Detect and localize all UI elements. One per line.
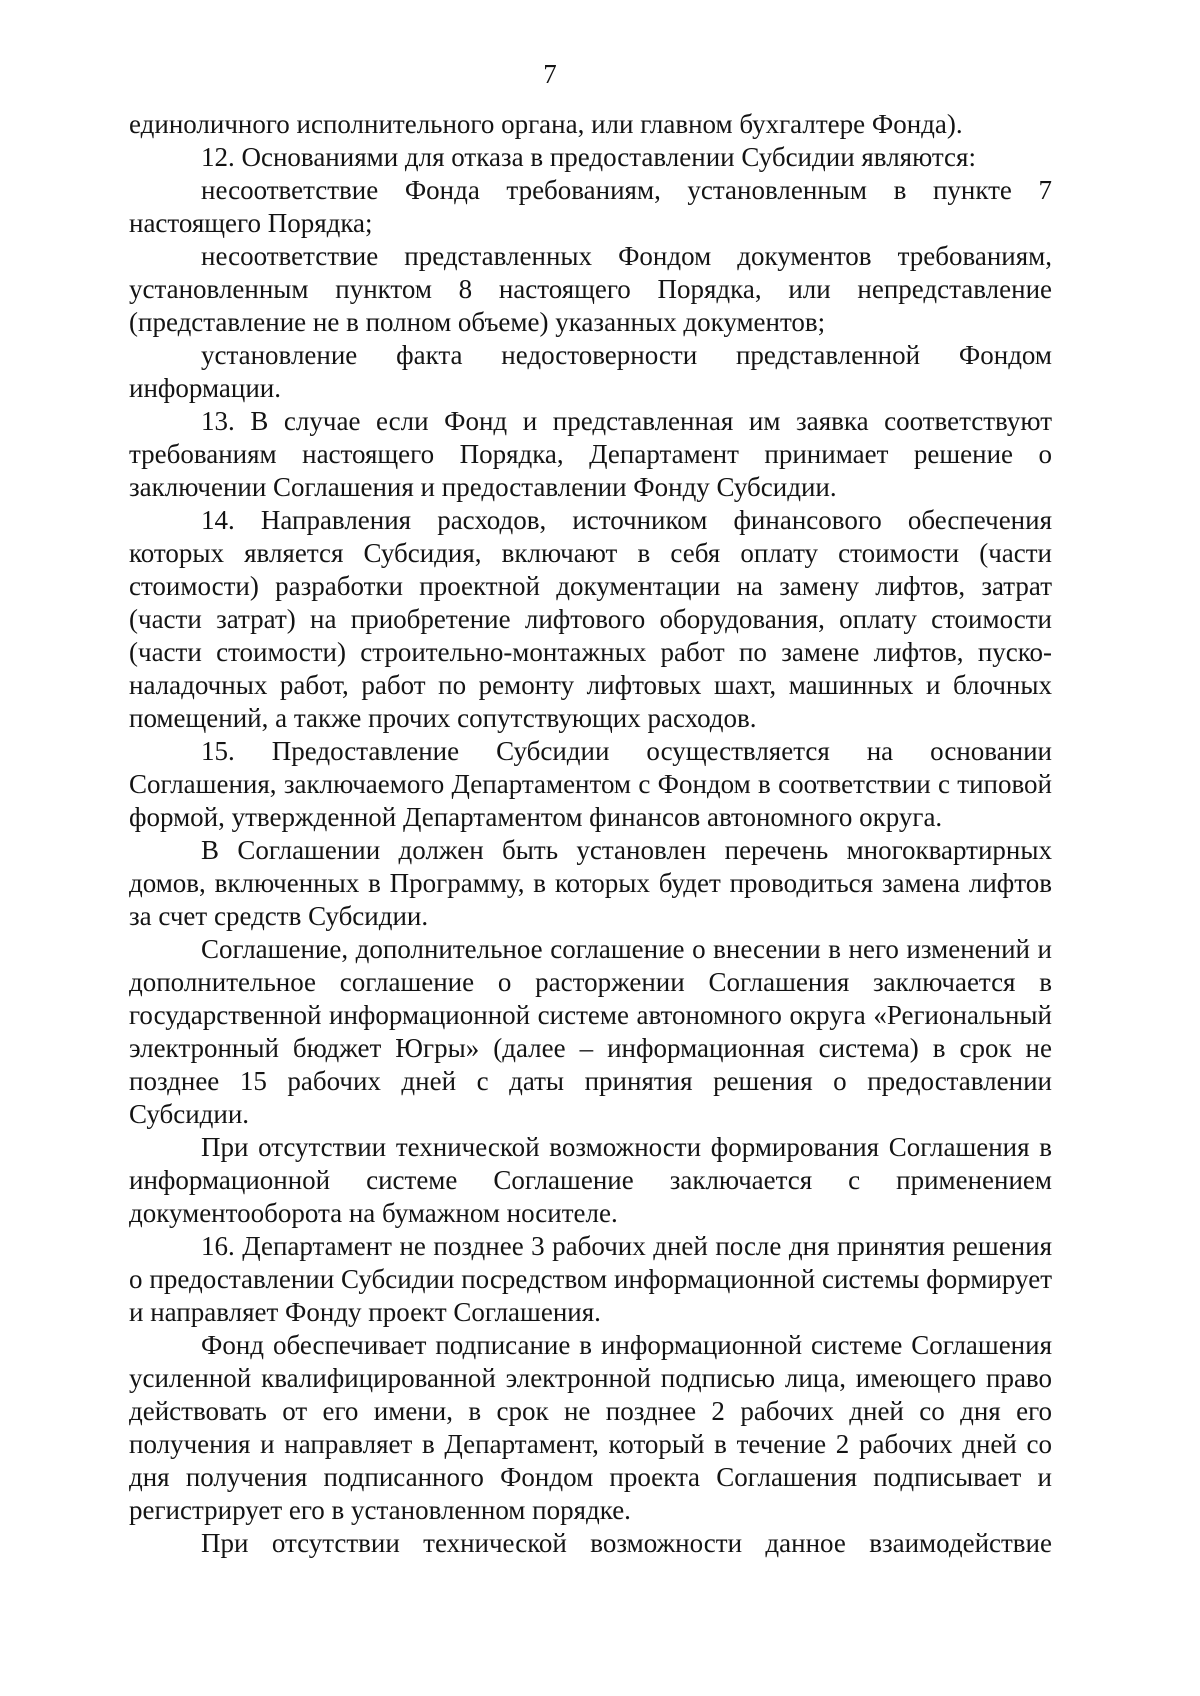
paragraph: 15. Предоставление Субсидии осуществляется на основании Соглашения, заключаемого Департаментом с Фондом в соответствии с типовой формой, утвержденной Департаментом финансов автономного округа. bbox=[129, 736, 1052, 832]
paragraph: 16. Департамент не позднее 3 рабочих дней после дня принятия решения о предоставлении Субсидии посредством информационной системы формирует и направляет Фонду проект Соглашения. bbox=[129, 1231, 1052, 1327]
paragraph: Фонд обеспечивает подписание в информационной системе Соглашения усиленной квалифицированной электронной подписью лица, имеющего право действовать от его имени, в срок не позднее 2 рабочих дней со дня его получения и направляет в Департамент, который в течение 2 рабочих дней со дня получения подписанного Фондом проекта Соглашения подписывает и регистрирует его в установленном порядке. bbox=[129, 1330, 1052, 1525]
paragraph: несоответствие представленных Фондом документов требованиям, установленным пунктом 8 настоящего Порядка, или непредставление (представление не в полном объеме) указанных документов; bbox=[129, 241, 1052, 337]
paragraph: установление факта недостоверности представленной Фондом информации. bbox=[129, 340, 1052, 403]
paragraph: 14. Направления расходов, источником финансового обеспечения которых является Субсидия, включают в себя оплату стоимости (части стоимости) разработки проектной документации на замену лифтов, затрат (части затрат) на приобретение лифтового оборудования, оплату стоимости (части стоимости) строительно-монтажных работ по замене лифтов, пуско-наладочных работ, работ по ремонту лифтовых шахт, машинных и блочных помещений, а также прочих сопутствующих расходов. bbox=[129, 505, 1052, 733]
paragraph: При отсутствии технической возможности формирования Соглашения в информационной системе Соглашение заключается с применением документооборота на бумажном носителе. bbox=[129, 1132, 1052, 1228]
paragraph: 13. В случае если Фонд и представленная им заявка соответствуют требованиям настоящего Порядка, Департамент принимает решение о заключении Соглашения и предоставлении Фонду Субсидии. bbox=[129, 406, 1052, 502]
paragraph: При отсутствии технической возможности данное взаимодействие bbox=[201, 1528, 1052, 1558]
paragraph: В Соглашении должен быть установлен перечень многоквартирных домов, включенных в Программу, в которых будет проводиться замена лифтов за счет средств Субсидии. bbox=[129, 835, 1052, 931]
paragraph: несоответствие Фонда требованиям, установленным в пункте 7 настоящего Порядка; bbox=[129, 175, 1052, 238]
paragraph: единоличного исполнительного органа, или главном бухгалтере Фонда). bbox=[129, 109, 963, 139]
paragraph: 12. Основаниями для отказа в предоставлении Субсидии являются: bbox=[201, 142, 976, 172]
document-body bbox=[129, 108, 1052, 1560]
page-number: 7 bbox=[543, 59, 557, 89]
paragraph: Соглашение, дополнительное соглашение о внесении в него изменений и дополнительное соглашение о расторжении Соглашения заключается в государственной информационной системе автономного округа «Региональный электронный бюджет Югры» (далее – информационная система) в срок не позднее 15 рабочих дней с даты принятия решения о предоставлении Субсидии. bbox=[129, 934, 1052, 1129]
